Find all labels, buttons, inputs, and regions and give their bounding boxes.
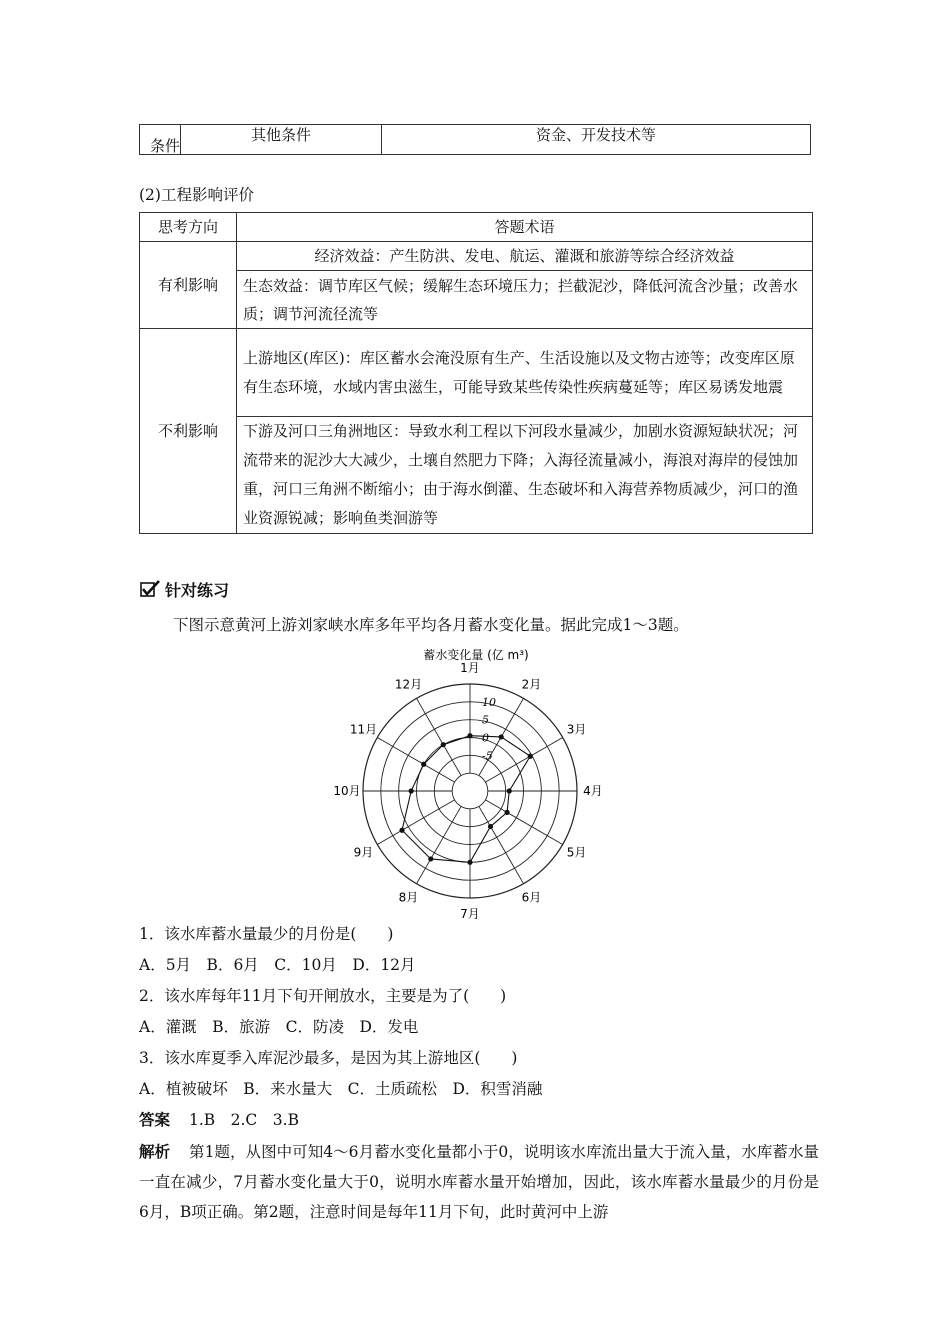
answer-row: [139, 1106, 819, 1137]
practice-heading: [139, 578, 229, 600]
questions-area: [139, 920, 819, 1227]
radial-tick-label: -5: [482, 749, 493, 763]
radial-tick-label: 10: [482, 695, 496, 709]
section-title: (2)工程影响评价: [139, 186, 254, 204]
data-point: [504, 810, 509, 815]
chart-title: 蓄水变化量 (亿 m³): [423, 648, 529, 662]
q3-options: A．植被破坏 B．来水量大 C．土质疏松 D．积雪消融: [139, 1080, 543, 1098]
practice-title: 针对练习: [165, 580, 230, 600]
answer-label: 答案: [139, 1111, 171, 1129]
radar-chart: [322, 640, 622, 921]
grid-ring: [452, 773, 488, 809]
q2-options: A．灌溉 B．旅游 C．防凌 D．发电: [139, 1018, 419, 1036]
data-point: [499, 734, 504, 739]
data-point: [441, 742, 446, 747]
month-label: 2月: [521, 677, 542, 692]
month-label: 5月: [566, 845, 587, 860]
month-label: 3月: [566, 722, 587, 737]
data-point: [399, 828, 404, 833]
impact-table: [139, 212, 813, 534]
data-point: [409, 788, 414, 793]
top-table-right-cell: 资金、开发技术等: [382, 125, 811, 155]
top-table-mid-cell: 其他条件: [181, 125, 382, 155]
favorable-label: 有利影响: [140, 242, 237, 329]
q3-stem: 3．该水库夏季入库泥沙最多，是因为其上游地区( ): [139, 1049, 518, 1067]
unfavorable-upstream: 上游地区(库区)：库区蓄水会淹没原有生产、生活设施以及文物古迹等；改变库区原有生态环境，水域内害虫滋生，可能导致某些传染性疾病蔓延等；库区易诱发地震: [237, 329, 813, 417]
header-direction: 思考方向: [140, 213, 237, 242]
data-point: [421, 762, 426, 767]
month-label: 8月: [398, 890, 419, 905]
month-label: 10月: [333, 784, 361, 798]
top-table-left-text: 条件: [150, 137, 181, 155]
radial-tick-label: 5: [482, 713, 489, 727]
favorable-ecological: 生态效益：调节库区气候；缓解生态环境压力；拦截泥沙，降低河流含沙量；改善水质；调节河流径流等: [237, 271, 813, 329]
top-table-left-cell: [140, 125, 181, 155]
unfavorable-downstream: 下游及河口三角洲地区：导致水利工程以下河段水量减少，加剧水资源短缺状况；河流带来的泥沙大大减少，土壤自然肥力下降；入海径流量减小，海浪对海岸的侵蚀加重，河口三角洲不断缩小；由于海水倒灌、生态破坏和入海营养物质减少，河口的渔业资源锐减；影响鱼类洄游等: [237, 417, 813, 534]
data-point: [467, 860, 472, 865]
q2-stem: 2．该水库每年11月下旬开闸放水，主要是为了( ): [139, 987, 507, 1005]
data-point: [488, 824, 493, 829]
q1-stem: 1．该水库蓄水量最少的月份是( ): [139, 925, 394, 943]
month-label: 7月: [460, 907, 480, 921]
data-point: [528, 754, 533, 759]
header-terms: 答题术语: [237, 213, 813, 242]
top-table: [139, 124, 811, 155]
data-point: [467, 733, 472, 738]
month-label: 4月: [583, 784, 603, 798]
month-label: 12月: [394, 677, 423, 692]
checkbox-check-icon: [139, 579, 161, 599]
month-label: 9月: [353, 845, 374, 860]
practice-intro: 下图示意黄河上游刘家峡水库多年平均各月蓄水变化量。据此完成1～3题。: [173, 616, 689, 634]
data-point: [428, 856, 433, 861]
favorable-economic: 经济效益：产生防洪、发电、航运、灌溉和旅游等综合经济效益: [237, 242, 813, 271]
unfavorable-label: 不利影响: [140, 329, 237, 534]
month-label: 6月: [521, 890, 542, 905]
answer-text: 1.B 2.C 3.B: [188, 1111, 299, 1129]
month-label: 11月: [349, 722, 378, 737]
radial-tick-label: 0: [482, 731, 489, 745]
analysis-text: 第1题，从图中可知4～6月蓄水变化量都小于0，说明该水库流出量大于流入量，水库蓄水量一直在减少，7月蓄水变化量大于0，说明水库蓄水量开始增加，因此，该水库蓄水量最少的月份是6月，B项正确。第2题，注意时间是每年11月下旬，此时黄河中上游: [139, 1143, 819, 1221]
q1-options: A．5月 B．6月 C．10月 D．12月: [139, 956, 416, 974]
data-point: [507, 788, 512, 793]
analysis-label: 解析: [139, 1143, 171, 1161]
analysis-block: [139, 1137, 819, 1227]
month-label: 1月: [460, 661, 480, 675]
